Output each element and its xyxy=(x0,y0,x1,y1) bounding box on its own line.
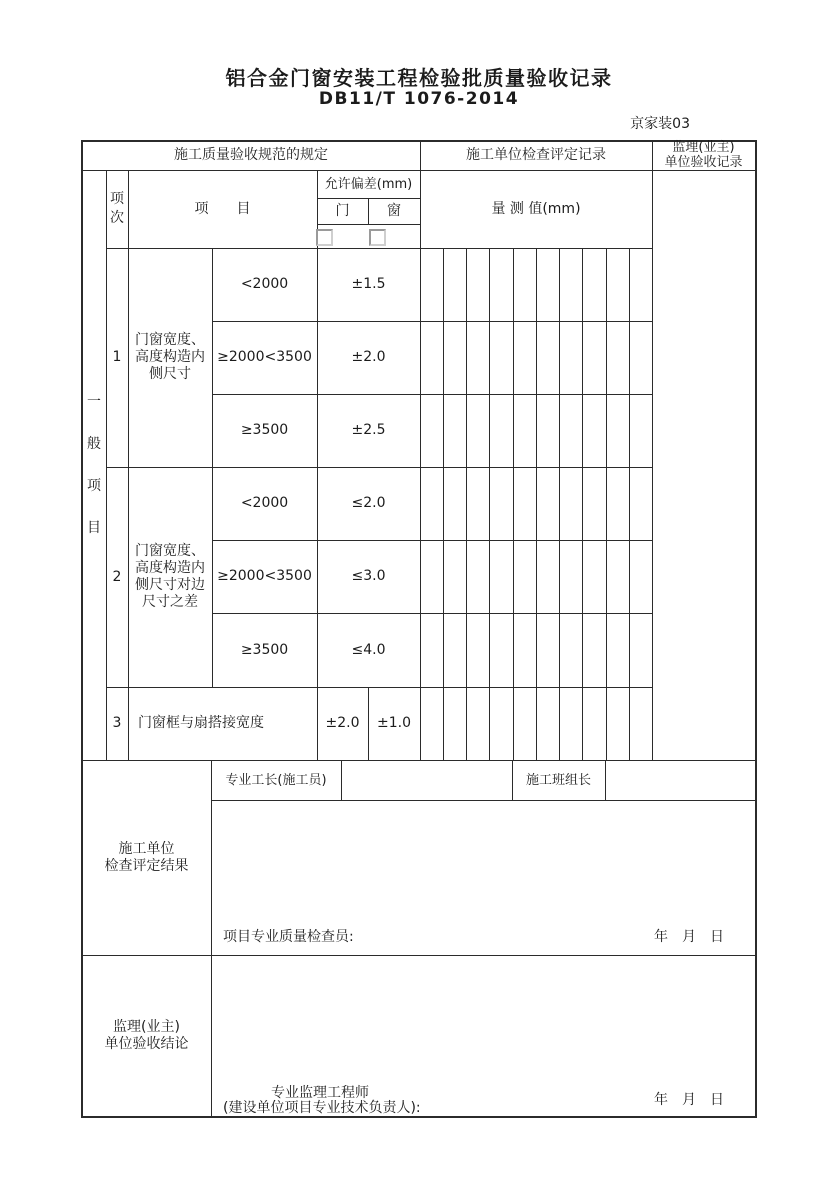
item-name: 门窗框与扇搭接宽度 xyxy=(138,715,264,731)
condition-cell: ≥2000<3500 xyxy=(217,568,312,584)
category-label: 一般项目 xyxy=(87,394,101,536)
measured-value-header: 量 测 值(mm) xyxy=(491,200,581,217)
date-placeholder: 年 月 日 xyxy=(654,929,724,945)
inspector-label: 项目专业质量检查员: xyxy=(223,929,354,945)
measured-values-grid xyxy=(420,248,652,760)
condition-cell: <2000 xyxy=(240,276,289,292)
supervision-record-area xyxy=(652,170,755,760)
grid-line-h xyxy=(317,224,420,225)
form-code: 京家装03 xyxy=(630,116,690,132)
condition-cell: ≥2000<3500 xyxy=(217,349,312,365)
item-no: 3 xyxy=(112,715,122,731)
tolerance-door-cell: ±2.0 xyxy=(325,715,360,731)
supervision-header-line2: 单位验收记录 xyxy=(664,155,743,170)
item-no-header: 项次 xyxy=(110,191,124,226)
item-no: 1 xyxy=(112,349,122,365)
tolerance-cell: ≤4.0 xyxy=(351,641,386,658)
check-result-label: 施工单位 检查评定结果 xyxy=(104,840,189,874)
tolerance-window-cell: ±1.0 xyxy=(377,715,411,731)
tolerance-header: 允许偏差(mm) xyxy=(324,176,413,192)
conclusion-label: 监理(业主) 单位验收结论 xyxy=(104,1019,189,1052)
item-name: 门窗宽度、高度构造内侧尺寸对边尺寸之差 xyxy=(135,543,205,610)
tolerance-cell: ≤3.0 xyxy=(351,568,386,584)
date-placeholder: 年 月 日 xyxy=(654,1092,724,1108)
spec-section-header: 施工质量验收规范的规定 xyxy=(174,146,328,163)
engineer-label: 专业监理工程师 xyxy=(271,1085,369,1101)
foreman-label: 专业工长(施工员) xyxy=(225,772,327,788)
engineer-sub-label: (建设单位项目专业技术负责人): xyxy=(223,1100,421,1116)
door-column-header: 门 xyxy=(335,202,350,219)
crew-leader-signature-cell xyxy=(605,760,757,800)
check-section-header: 施工单位检查评定记录 xyxy=(466,146,606,163)
supervision-header-line1: 监理(业主) xyxy=(672,140,735,155)
tolerance-cell: ±2.0 xyxy=(351,349,386,365)
condition-cell: ≥3500 xyxy=(240,422,289,438)
tolerance-cell: ≤2.0 xyxy=(351,495,386,511)
foreman-signature-cell xyxy=(341,760,512,800)
tolerance-cell: ±2.5 xyxy=(351,422,386,438)
condition-cell: ≥3500 xyxy=(240,641,289,658)
window-column-header: 窗 xyxy=(387,202,401,219)
standard-code: DB11/T 1076-2014 xyxy=(318,89,520,109)
item-header: 项 目 xyxy=(194,200,251,217)
crew-leader-label: 施工班组长 xyxy=(525,772,591,788)
window-checkbox[interactable] xyxy=(369,229,386,246)
page-title: 铝合金门窗安装工程检验批质量验收记录 xyxy=(225,66,613,90)
item-name: 门窗宽度、高度构造内侧尺寸 xyxy=(135,332,205,382)
tolerance-cell: ±1.5 xyxy=(351,276,386,292)
item-no: 2 xyxy=(112,568,122,585)
supervision-section-header xyxy=(652,140,755,170)
condition-cell: <2000 xyxy=(240,495,289,511)
door-checkbox[interactable] xyxy=(316,229,333,246)
